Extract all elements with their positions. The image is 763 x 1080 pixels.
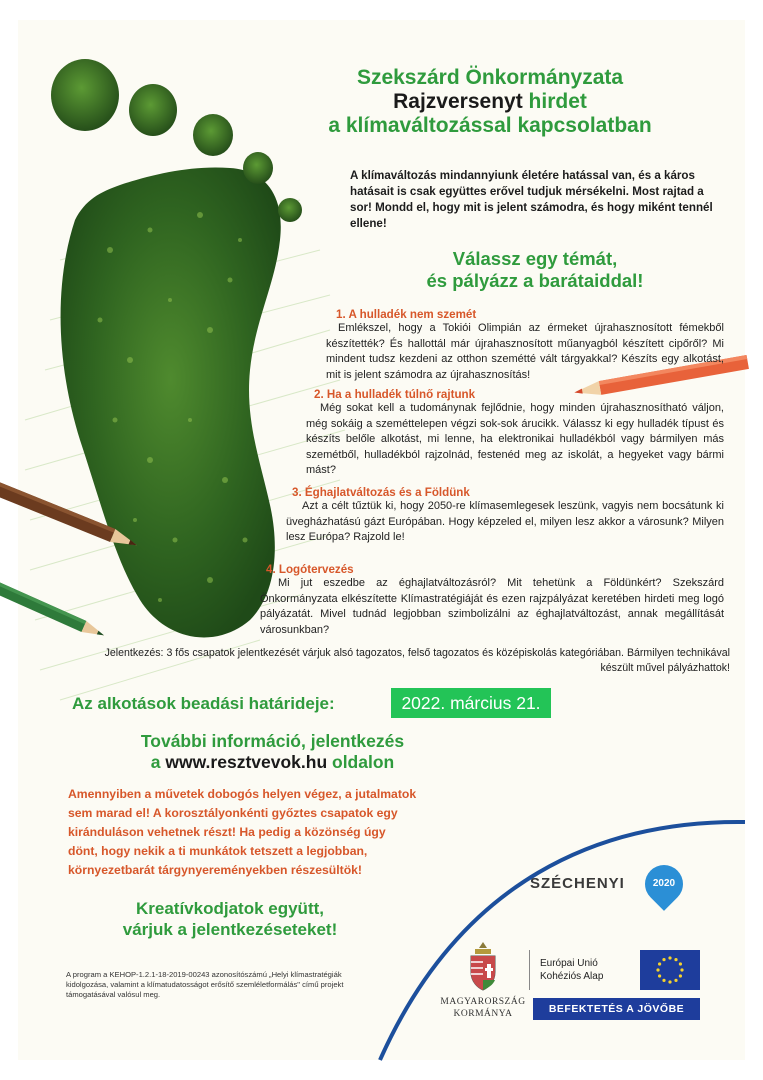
closing-line-1: Kreatívkodjatok együtt, [136,899,324,918]
invest-banner: BEFEKTETÉS A JÖVŐBE [533,998,700,1020]
topic-1 [326,308,724,383]
footprint-sole [61,167,281,637]
poster-title [300,66,680,138]
closing-line-2: várjuk a jelentkezéseteket! [122,920,338,939]
info-line-2 [100,752,445,773]
blue-arc [380,822,745,1060]
title-line-3: a klímaváltozással kapcsolatban [328,114,652,137]
topic-2-text: Még sokat kell a tudománynak fejlődnie, hogy minden újrahasznosítható váljon, még sokáig a szeméttelepen végzi sok-sok árucikk. Válassz ki egy hulladék típust és készíts belőle alkotást, mi lenne, ha elektronikai hulladékból vagy bármilyen más szemétből, hulladékból rajzolnád, festenéd meg az iskolát, a hegyeket vagy bármi mást? [306,402,724,476]
topic-3-title: 3. Éghajlatváltozás és a Földünk [292,486,470,499]
website-link[interactable]: www.resztvevok.hu [165,752,328,772]
deadline-label: Az alkotások beadási határideje: [72,694,335,713]
green-pencil [0,580,106,641]
topic-2-title: 2. Ha a hulladék túlnő rajtunk [314,388,476,401]
eu-flag-icon [640,950,700,990]
topic-4-text: Mi jut eszedbe az éghajlatváltozásról? Mit tehetünk a Földünkért? Szekszárd Önkormányzata elkészítette Klímastratégiáját és ezen rajzpályázat keretében hirdeti meg logó pályázatát. Mivel tudnád legjobban szimbolizálni az éghajlatváltozást, annak megállítását városunkban? [260,577,724,636]
eu-line-1: Európai Unió [540,958,598,969]
szechenyi-logo-text: SZÉCHENYI [530,875,625,892]
deadline-date: 2022. március 21. [391,688,551,718]
szechenyi-year: 2020 [652,878,676,889]
topic-3 [286,486,724,546]
government-line-2: KORMÁNYA [453,1009,513,1019]
coat-of-arms-icon [466,940,500,992]
eu-logo-text [540,957,640,983]
topic-4-title: 4. Logótervezés [266,563,354,576]
footer-note: A program a KEHOP-1.2.1-18-2019-00243 azonosítószámú „Helyi klímastratégiák kidolgozása, valamint a klímatudatosságot erősítő szemléletformálás" című projekt támogatásával valósul meg. [66,970,344,999]
info-block [100,731,445,773]
info-suffix: oldalon [327,752,395,772]
choose-heading [380,248,690,292]
government-logo-text [438,996,528,1020]
intro-text: A klímaváltozás mindannyiunk életére hatással van, és a káros hatásait is csak együttes erővel tudjuk mérsékelni. Most rajtad a sor! Mondd el, hogy mit is jelent számodra, és hogy miként tennél ellene! [350,169,713,230]
topic-4 [260,563,724,638]
info-line-1: További információ, jelentkezés [140,731,405,751]
closing-text [70,898,390,940]
title-line-2-rest: hirdet [522,90,587,113]
registration-note: Jelentkezés: 3 fős csapatok jelentkezését várjuk alsó tagozatos, felső tagozatos és középiskolás kategóriában. Bármilyen technikával készült művel pályázhattok! [104,647,730,674]
prize-text: Amennyiben a művetek dobogós helyen végez, a jutalmatok sem marad el! A korosztályonkénti győztes csapatok egy kiránduláson vehetnek részt! Ha pedig a közönség úgy dönt, hogy nekik a ti munkátok tetszett a legjobban, környezetbarát tárgynyereményekben részesültök! [68,787,417,877]
topic-3-text: Azt a célt tűztük ki, hogy 2050-re klímasemlegesek leszünk, vagyis nem bocsátunk ki üvegházhatású gázt Európában. Hogy képzeled el, milyen lesz akkor a városunk? Milyen lesz Európa? Rajzold le! [286,500,724,543]
eu-line-2: Kohéziós Alap [540,971,604,982]
choose-line-1: Válassz egy témát, [452,248,618,269]
info-prefix: a [150,752,166,772]
topic-2 [306,388,724,479]
choose-line-2: és pályázz a barátaiddal! [426,270,644,291]
title-line-1: Szekszárd Önkormányzata [356,66,624,89]
logo-separator [529,950,530,990]
title-line-2 [300,90,680,114]
topic-1-text: Emlékszel, hogy a Tokiói Olimpián az érmeket újrahasznosított fémekből készítették? És hallottál már újrahasznosított műanyagból készített cipőről? Mi mindent tudsz kezdeni az otthon szemétté vált tárgyakkal? Készíts egy alkotást, mit is jelent számodra az újrahasznosítás! [326,322,724,381]
topic-1-title: 1. A hulladék nem szemét [336,308,477,321]
title-highlight: Rajzversenyt [393,90,523,113]
government-line-1: MAGYARORSZÁG [440,997,526,1007]
